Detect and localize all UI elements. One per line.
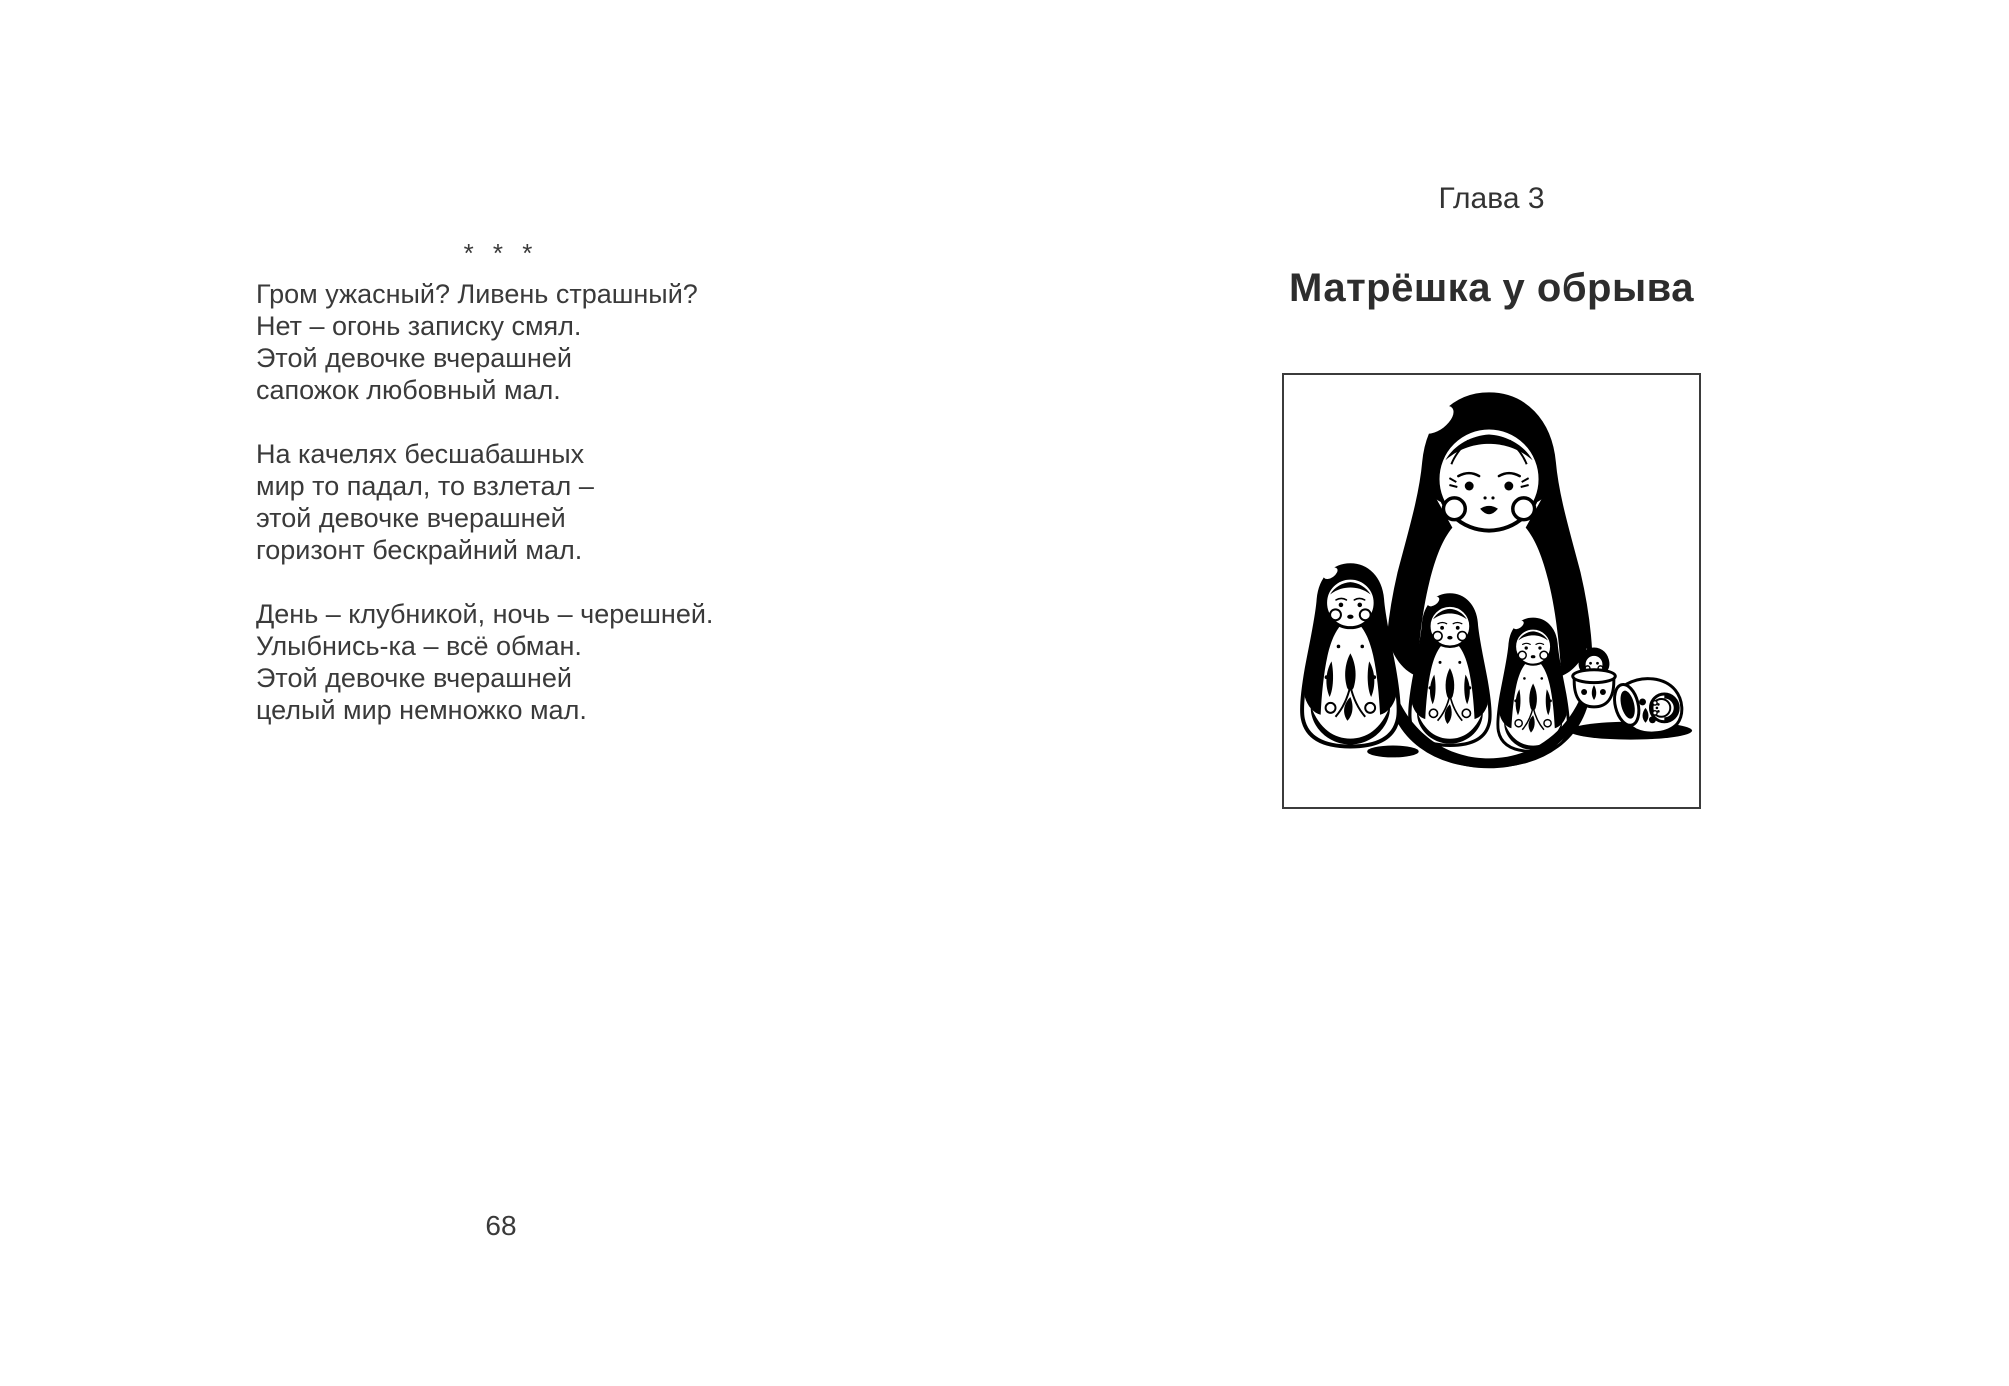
poem-line: Улыбнись-ка – всё обман. (256, 631, 582, 661)
poem-line: Этой девочке вчерашней (256, 663, 572, 693)
chapter-label: Глава 3 (1438, 182, 1545, 215)
poem-line: целый мир немножко мал. (256, 695, 587, 725)
poem-line: Гром ужасный? Ливень страшный? (256, 279, 698, 309)
poem-line: мир то падал, то взлетал – (256, 471, 594, 501)
poem-stanza (256, 598, 816, 726)
poem-line: Этой девочке вчерашней (256, 343, 572, 373)
page-number: 68 (485, 1210, 517, 1241)
poem-line: На качелях бесшабашных (256, 439, 585, 469)
poem-line: горизонт бескрайний мал. (256, 535, 583, 565)
chapter-title: Матрёшка у обрыва (1289, 266, 1694, 310)
poem-stanza (256, 438, 816, 566)
small-matryoshka-left (1302, 564, 1399, 746)
stars-separator: * * * (463, 238, 539, 268)
poem-line: этой девочке вчерашней (256, 503, 566, 533)
poem (256, 278, 816, 758)
left-page (0, 0, 1004, 1386)
illustration-frame (1282, 373, 1701, 809)
matryoshka-illustration (1284, 375, 1699, 807)
poem-line: День – клубникой, ночь – черешней. (256, 599, 714, 629)
poem-line: сапожок любовный мал. (256, 375, 561, 405)
right-page (1004, 0, 2009, 1386)
poem-line: Нет – огонь записку смял. (256, 311, 582, 341)
poem-stanza (256, 278, 816, 406)
